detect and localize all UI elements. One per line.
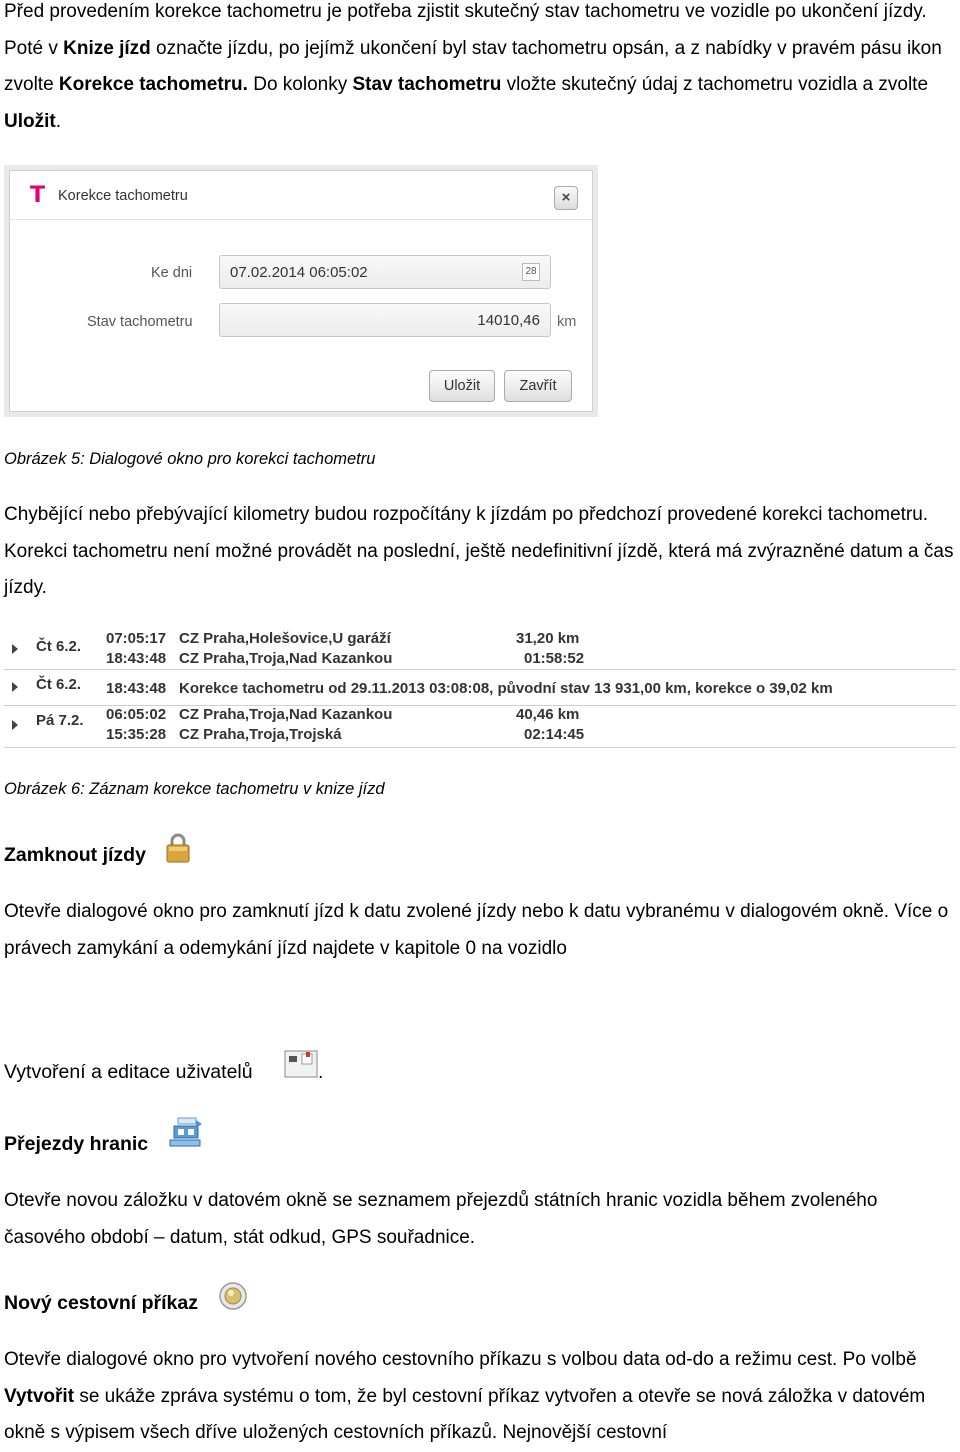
odometer-dialog <box>9 170 593 412</box>
expand-arrow-icon[interactable] <box>12 720 18 730</box>
travel-description <box>4 1342 956 1452</box>
intro-bold-kniha-jizd: Knize jízd <box>63 37 151 59</box>
trip-end-time: 15:35:28 <box>106 726 167 743</box>
odometer-label: Stav tachometru <box>87 314 193 330</box>
close-button[interactable]: Zavřít <box>504 370 572 402</box>
intro-bold-ulozit: Uložit <box>4 110 56 132</box>
border-description: Otevře novou záložku v datovém okně se seznamem přejezdů státních hranic vozidla během zvoleného časového období – datum, stát odkud, GPS souřadnice. <box>4 1190 878 1248</box>
intro-text-1: Před provedením korekce tachometru je potřeba zjistit skutečný stav tachometru ve vozidle po ukončení jízdy. Poté v <box>4 1 927 59</box>
intro-paragraph <box>4 0 956 140</box>
travel-text-2: se ukáže zpráva systému o tom, že byl cestovní příkaz vytvořen a otevře se nová záložka v datovém okně s výpisem všech dříve uložených cestovních příkazů. Nejnovější cestovní <box>4 1385 926 1443</box>
trip-distance: 40,46 km <box>516 706 580 723</box>
expand-arrow-icon[interactable] <box>12 682 18 692</box>
dialog-title: Korekce tachometru <box>58 188 188 204</box>
calendar-icon[interactable]: 28 <box>522 263 540 281</box>
expand-arrow-icon[interactable] <box>12 644 18 654</box>
trip-start-time: 07:05:17 <box>106 630 167 647</box>
trip-duration: 01:58:52 <box>524 650 585 667</box>
travel-heading: Nový cestovní příkaz <box>4 1292 198 1314</box>
trip-start-time: 06:05:02 <box>106 706 167 723</box>
users-text: Vytvoření a editace uživatelů <box>4 1061 253 1083</box>
date-value: 07.02.2014 06:05:02 <box>230 264 368 281</box>
table-row[interactable] <box>4 706 956 748</box>
intro-text-5: . <box>55 110 61 132</box>
users-dot: . <box>318 1061 324 1083</box>
intro-bold-korekce: Korekce tachometru. <box>58 74 248 95</box>
lock-heading: Zamknout jízdy <box>4 844 146 866</box>
intro-text-3: Do kolonky <box>247 74 353 95</box>
intro-text-2: označte jízdu, po jejímž ukončení byl stav tachometru opsán, a z nabídky v pravém pásu ikon zvolte <box>4 37 942 95</box>
dialog-titlebar <box>10 171 592 220</box>
odometer-unit: km <box>557 314 577 330</box>
table-row[interactable] <box>4 628 956 670</box>
user-edit-icon <box>284 1050 318 1078</box>
trip-start-place: CZ Praha,Troja,Nad Kazankou <box>179 706 393 723</box>
lock-icon <box>164 832 192 864</box>
lock-description: Otevře dialogové okno pro zamknutí jízd k datu zvolené jízdy nebo k datu vybranému v dialogovém okně. Více o právech zamykání a odemykání jízd najdete v kapitole 0 na vozidlo <box>4 901 949 959</box>
odometer-dialog-screenshot <box>4 165 598 417</box>
correction-time: 18:43:48 <box>106 680 167 697</box>
intro-text-4: vložte skutečný údaj z tachometru vozidla a zvolte <box>501 74 929 95</box>
trip-end-place: CZ Praha,Troja,Trojská <box>179 726 342 743</box>
paragraph-distribution: Chybějící nebo přebývající kilometry budou rozpočítány k jízdám po předchozí provedené korekci tachometru. Korekci tachometru není možné provádět na poslední, ještě nedefinitivní jízdě, která má zvýrazněné datum a čas jízdy. <box>4 504 954 598</box>
date-field[interactable] <box>219 255 551 289</box>
odometer-value: 14010,46 <box>477 312 540 329</box>
travel-order-icon <box>218 1281 248 1311</box>
trip-end-place: CZ Praha,Troja,Nad Kazankou <box>179 650 393 667</box>
save-button[interactable]: Uložit <box>429 370 495 402</box>
travel-bold-vytvorit: Vytvořit <box>4 1385 75 1407</box>
border-heading: Přejezdy hranic <box>4 1133 149 1155</box>
figure-6-caption: Obrázek 6: Záznam korekce tachometru v knize jízd <box>4 780 385 798</box>
figure-5-caption: Obrázek 5: Dialogové okno pro korekci tachometru <box>4 450 376 468</box>
close-icon[interactable]: × <box>554 186 578 210</box>
trip-end-time: 18:43:48 <box>106 650 167 667</box>
intro-bold-stav: Stav tachometru <box>352 74 502 95</box>
date-label: Ke dni <box>151 265 193 281</box>
trip-distance: 31,20 km <box>516 630 580 647</box>
table-row[interactable] <box>4 670 956 706</box>
travel-text-1: Otevře dialogové okno pro vytvoření nového cestovního příkazu s volbou data od-do a režimu cest. Po volbě <box>4 1349 917 1370</box>
trip-day: Čt 6.2. <box>36 638 82 655</box>
trip-day: Pá 7.2. <box>36 712 84 729</box>
users-line <box>4 1061 253 1084</box>
trip-day: Čt 6.2. <box>36 676 82 693</box>
border-crossing-icon <box>168 1116 204 1150</box>
trips-table <box>4 628 956 748</box>
trip-start-place: CZ Praha,Holešovice,U garáží <box>179 630 391 647</box>
trip-duration: 02:14:45 <box>524 726 585 743</box>
correction-record: Korekce tachometru od 29.11.2013 03:08:08, původní stav 13 931,00 km, korekce o 39,02 km <box>179 680 833 697</box>
odometer-input[interactable] <box>219 303 551 337</box>
telekom-logo-icon: T <box>30 183 46 208</box>
